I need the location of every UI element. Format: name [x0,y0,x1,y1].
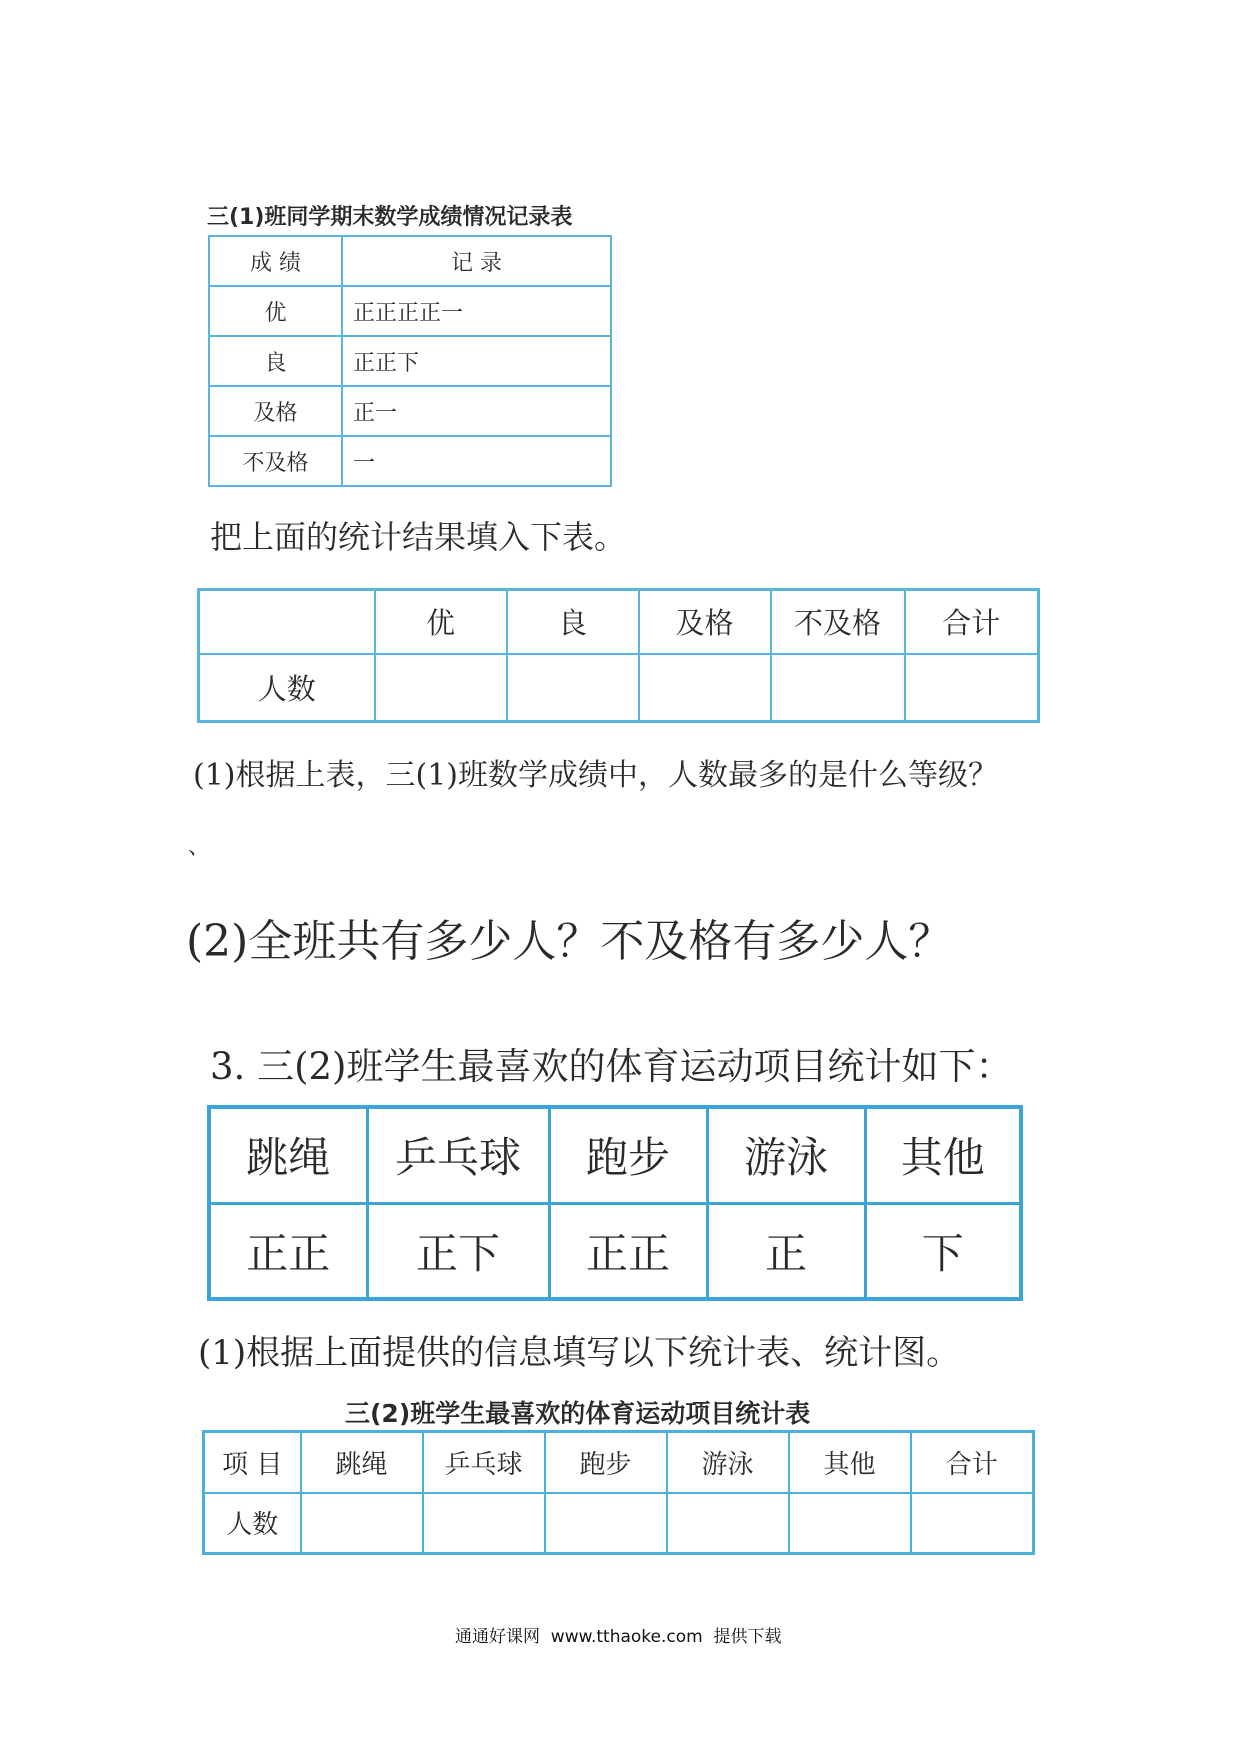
grade-cell: 良 [209,336,342,386]
header-other: 其他 [789,1432,911,1493]
section-3-title: 3. 三(2)班学生最喜欢的体育运动项目统计如下： [210,1045,1013,1088]
tally-cell: 正下 [367,1203,549,1299]
stray-mark: 、 [188,835,211,860]
sport-ping-pong: 乒乓球 [367,1107,549,1203]
answer-cell[interactable] [639,654,771,722]
grade-cell: 优 [209,286,342,336]
tally-cell: 正 [707,1203,865,1299]
header-record: 记 录 [342,236,611,286]
header-item: 项 目 [204,1432,301,1493]
header-total: 合计 [911,1432,1034,1493]
answer-cell[interactable] [375,654,507,722]
answer-cell[interactable] [667,1493,789,1554]
record-cell: 正一 [342,386,611,436]
header-jump-rope: 跳绳 [301,1432,423,1493]
answer-cell[interactable] [771,654,905,722]
sport-running: 跑步 [549,1107,707,1203]
instruction-text: 把上面的统计结果填入下表。 [210,518,627,556]
answer-cell[interactable] [545,1493,667,1554]
summary-table [197,588,1040,723]
record-table-title: 三(1)班同学期末数学成绩情况记录表 [207,205,573,230]
tally-cell: 下 [865,1203,1021,1299]
header-grade: 成 绩 [209,236,342,286]
header-good: 良 [507,590,639,654]
header-excellent: 优 [375,590,507,654]
tally-cell: 正正 [549,1203,707,1299]
answer-cell[interactable] [905,654,1039,722]
header-ping-pong: 乒乓球 [423,1432,545,1493]
record-table [208,235,612,487]
record-cell: 正正正正一 [342,286,611,336]
footer-credit: 通通好课网 www.tthaoke.com 提供下载 [455,1627,782,1647]
answer-cell[interactable] [507,654,639,722]
sports-tally-table [207,1105,1023,1301]
sports-stat-table-title: 三(2)班学生最喜欢的体育运动项目统计表 [345,1399,811,1428]
sports-stat-table [202,1430,1035,1555]
record-cell: 正正下 [342,336,611,386]
header-fail: 不及格 [771,590,905,654]
answer-cell[interactable] [789,1493,911,1554]
sport-jump-rope: 跳绳 [209,1107,367,1203]
sport-swimming: 游泳 [707,1107,865,1203]
question-3-1: (1)根据上面提供的信息填写以下统计表、统计图。 [198,1333,961,1373]
answer-cell[interactable] [423,1493,545,1554]
row-label-count: 人数 [199,654,375,722]
question-2: (2)全班共有多少人？不及格有多少人？ [186,916,953,967]
row-label-count: 人数 [204,1493,301,1554]
header-swimming: 游泳 [667,1432,789,1493]
header-total: 合计 [905,590,1039,654]
header-pass: 及格 [639,590,771,654]
sport-other: 其他 [865,1107,1021,1203]
record-cell: 一 [342,436,611,486]
header-blank [199,590,375,654]
grade-cell: 及格 [209,386,342,436]
grade-cell: 不及格 [209,436,342,486]
answer-cell[interactable] [911,1493,1034,1554]
header-running: 跑步 [545,1432,667,1493]
question-1: (1)根据上表，三(1)班数学成绩中，人数最多的是什么等级？ [193,758,998,793]
answer-cell[interactable] [301,1493,423,1554]
tally-cell: 正正 [209,1203,367,1299]
